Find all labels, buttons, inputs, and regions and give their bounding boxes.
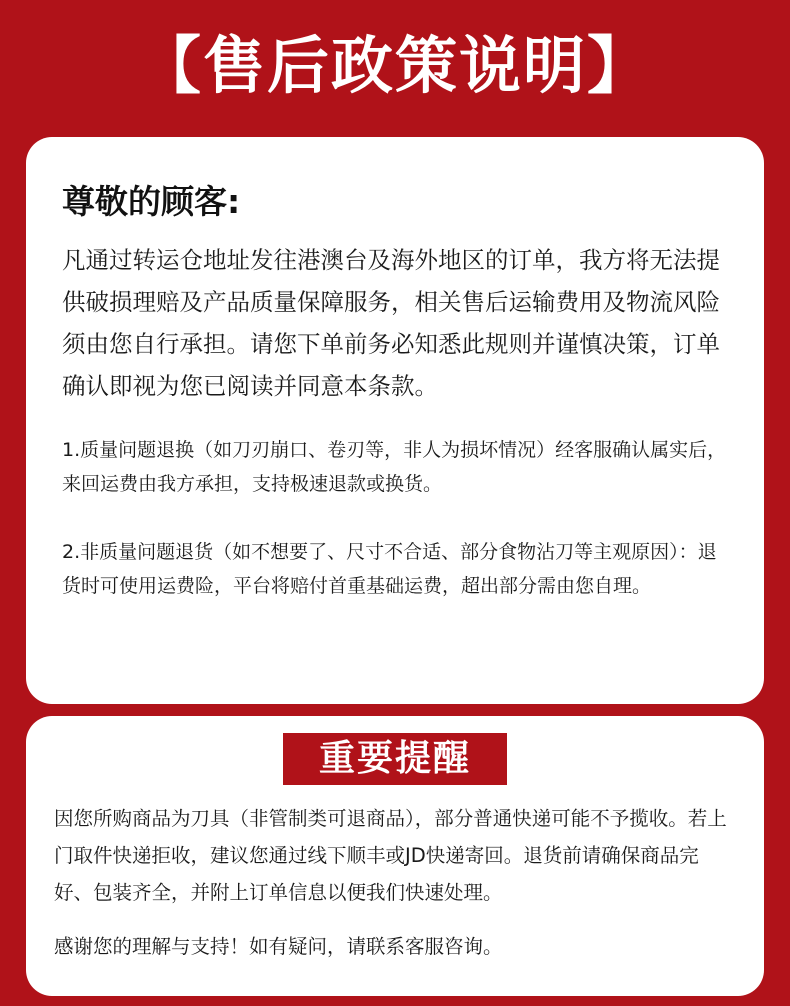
page-title: 【售后政策说明】	[138, 29, 651, 102]
banner-wrap	[54, 733, 736, 785]
reminder-card	[26, 716, 764, 996]
greeting-heading: 尊敬的顾客:	[62, 182, 241, 221]
policy-item-non-quality-issue: 2.非质量问题退货（如不想要了、尺寸不合适、部分食物沾刀等主观原因）：退货时可使用运费险，平台将赔付首重基础运费，超出部分需由您自理。	[62, 541, 717, 597]
important-reminder-banner: 重要提醒	[283, 733, 507, 785]
policy-card	[26, 137, 764, 704]
policy-item-quality-issue: 1.质量问题退换（如刀刃崩口、卷刃等，非人为损坏情况）经客服确认属实后，来回运费由我方承担，支持极速退款或换货。	[62, 439, 727, 495]
reminder-notice: 因您所购商品为刀具（非管制类可退商品），部分普通快递可能不予揽收。若上门取件快递拒收，建议您通过线下顺丰或JD快递寄回。退货前请确保商品完好、包装齐全，并附上订单信息以便我们快速处理。	[54, 807, 727, 904]
thanks-note: 感谢您的理解与支持！如有疑问，请联系客服咨询。	[54, 935, 503, 958]
intro-paragraph: 凡通过转运仓地址发往港澳台及海外地区的订单，我方将无法提供破损理赔及产品质量保障服务，相关售后运输费用及物流风险须由您自行承担。请您下单前务必知悉此规则并谨慎决策，订单确认即视为您已阅读并同意本条款。	[62, 246, 720, 400]
